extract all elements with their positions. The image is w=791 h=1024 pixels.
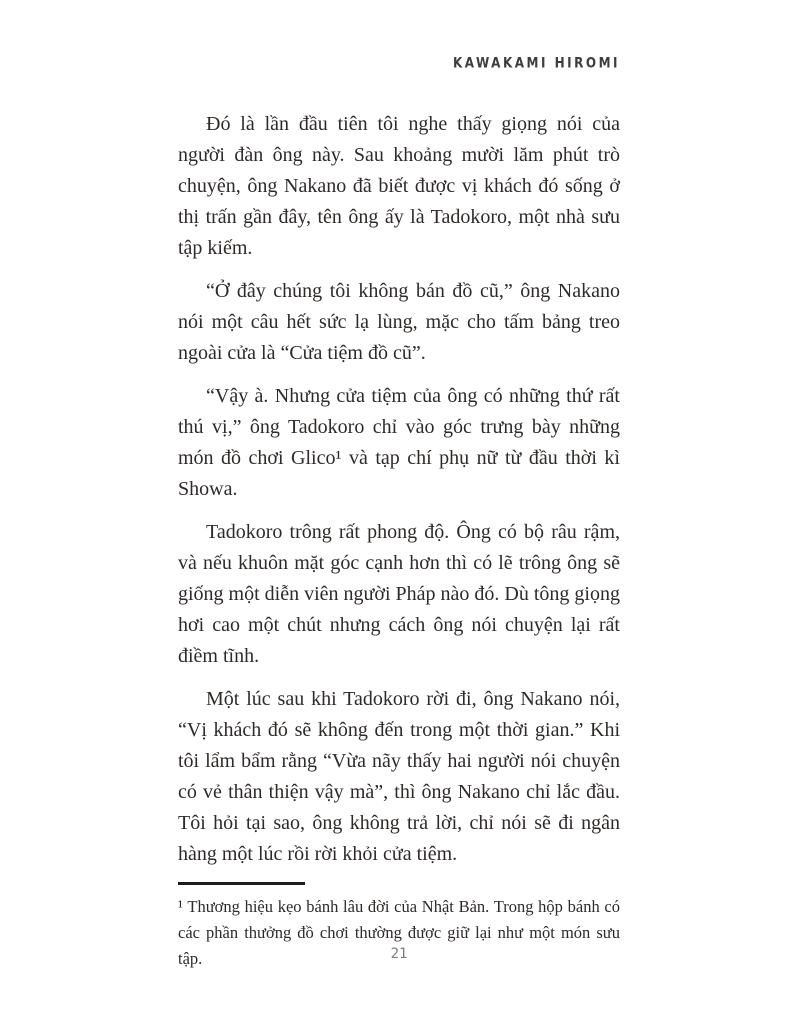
paragraph-3: “Vậy à. Nhưng cửa tiệm của ông có những thứ rất thú vị,” ông Tadokoro chỉ vào góc trưng bày những món đồ chơi Glico¹ và tạp chí phụ nữ từ đầu thời kì Showa.: [178, 385, 620, 500]
author-header: KAWAKAMI HIROMI: [452, 55, 620, 72]
footnote-divider: [178, 882, 305, 885]
text-column: [178, 55, 620, 972]
paragraph-4: Tadokoro trông rất phong độ. Ông có bộ râu rậm, và nếu khuôn mặt góc cạnh hơn thì có lẽ trông ông sẽ giống một diễn viên người Pháp nào đó. Dù tông giọng hơi cao một chút nhưng cách ông nói chuyện lại rất điềm tĩnh.: [178, 521, 620, 667]
page-body: [178, 109, 620, 870]
paragraph-2: “Ở đây chúng tôi không bán đồ cũ,” ông Nakano nói một câu hết sức lạ lùng, mặc cho tấm bảng treo ngoài cửa là “Cửa tiệm đồ cũ”.: [178, 280, 620, 364]
paragraph-1: Đó là lần đầu tiên tôi nghe thấy giọng nói của người đàn ông này. Sau khoảng mười lăm phút trò chuyện, ông Nakano đã biết được vị khách đó sống ở thị trấn gần đây, tên ông ấy là Tadokoro, một nhà sưu tập kiếm.: [178, 113, 620, 259]
footnote: ¹ Thương hiệu kẹo bánh lâu đời của Nhật Bản. Trong hộp bánh có các phần thưởng đồ chơi thường được giữ lại như một món sưu tập.: [178, 897, 620, 968]
page-number: 21: [390, 946, 408, 962]
paragraph-5: Một lúc sau khi Tadokoro rời đi, ông Nakano nói, “Vị khách đó sẽ không đến trong một thời gian.” Khi tôi lẩm bẩm rằng “Vừa nãy thấy hai người nói chuyện có vẻ thân thiện vậy mà”, thì ông Nakano chỉ lắc đầu. Tôi hỏi tại sao, ông không trả lời, chỉ nói sẽ đi ngân hàng một lúc rồi rời khỏi cửa tiệm.: [178, 688, 620, 865]
